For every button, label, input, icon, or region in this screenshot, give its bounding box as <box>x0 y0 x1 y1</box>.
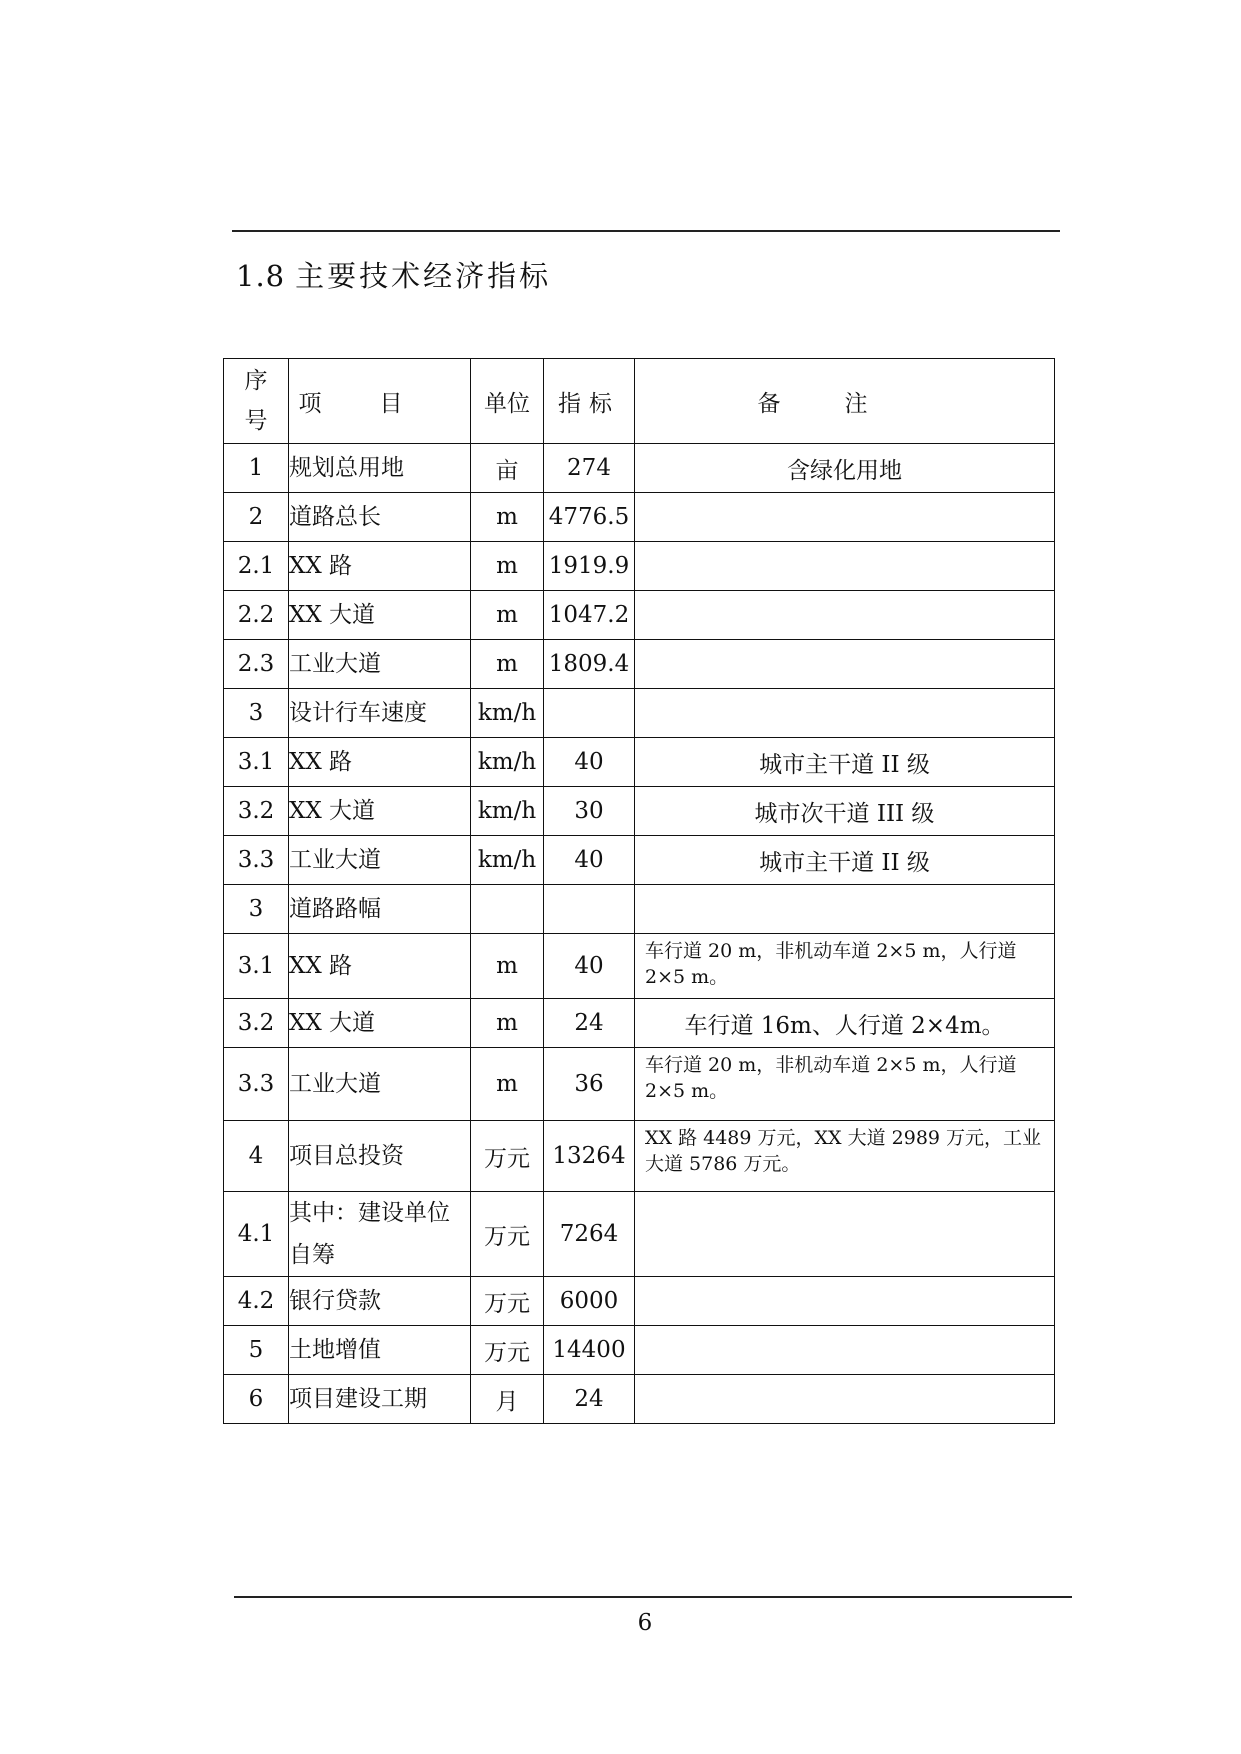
table-row: 1 规划总用地 亩 274 含绿化用地 <box>224 444 1055 493</box>
section-title: 主要技术经济指标 <box>295 259 552 293</box>
table-row: 3.2 XX 大道 m 24 车行道 16m、人行道 2×4m。 <box>224 999 1055 1048</box>
table-row: 4.1 其中：建设单位自筹 万元 7264 <box>224 1192 1055 1277</box>
section-heading <box>236 254 551 295</box>
table-row: 2.3 工业大道 m 1809.4 <box>224 640 1055 689</box>
table-row: 3.3 工业大道 km/h 40 城市主干道 II 级 <box>224 836 1055 885</box>
table-row: 3.1 XX 路 km/h 40 城市主干道 II 级 <box>224 738 1055 787</box>
header-seq: 序 号 <box>224 359 289 444</box>
header-rule <box>232 230 1060 232</box>
table-row: 3 道路路幅 <box>224 885 1055 934</box>
table-row: 4.2 银行贷款 万元 6000 <box>224 1277 1055 1326</box>
table-row: 5 土地增值 万元 14400 <box>224 1326 1055 1375</box>
header-value: 指标 <box>544 359 635 444</box>
header-unit: 单位 <box>471 359 544 444</box>
footer-rule <box>234 1596 1072 1598</box>
table-header-row <box>224 359 1055 444</box>
table-row: 4 项目总投资 万元 13264 XX 路 4489 万元，XX 大道 2989 万元，工业大道 5786 万元。 <box>224 1121 1055 1192</box>
table-row: 2.1 XX 路 m 1919.9 <box>224 542 1055 591</box>
table-row: 3.2 XX 大道 km/h 30 城市次干道 III 级 <box>224 787 1055 836</box>
header-remark: 备注 <box>635 359 1055 444</box>
page-number: 6 <box>637 1610 653 1636</box>
table-row: 3.3 工业大道 m 36 车行道 20 m，非机动车道 2×5 m，人行道 2×5 m。 <box>224 1048 1055 1121</box>
table-row: 2 道路总长 m 4776.5 <box>224 493 1055 542</box>
indicator-table <box>223 358 1055 1424</box>
table-row: 2.2 XX 大道 m 1047.2 <box>224 591 1055 640</box>
section-number: 1.8 <box>236 259 286 293</box>
table-row: 3.1 XX 路 m 40 车行道 20 m，非机动车道 2×5 m，人行道 2×5 m。 <box>224 934 1055 999</box>
header-item: 项目 <box>289 359 471 444</box>
table-row: 3 设计行车速度 km/h <box>224 689 1055 738</box>
table-row: 6 项目建设工期 月 24 <box>224 1375 1055 1424</box>
